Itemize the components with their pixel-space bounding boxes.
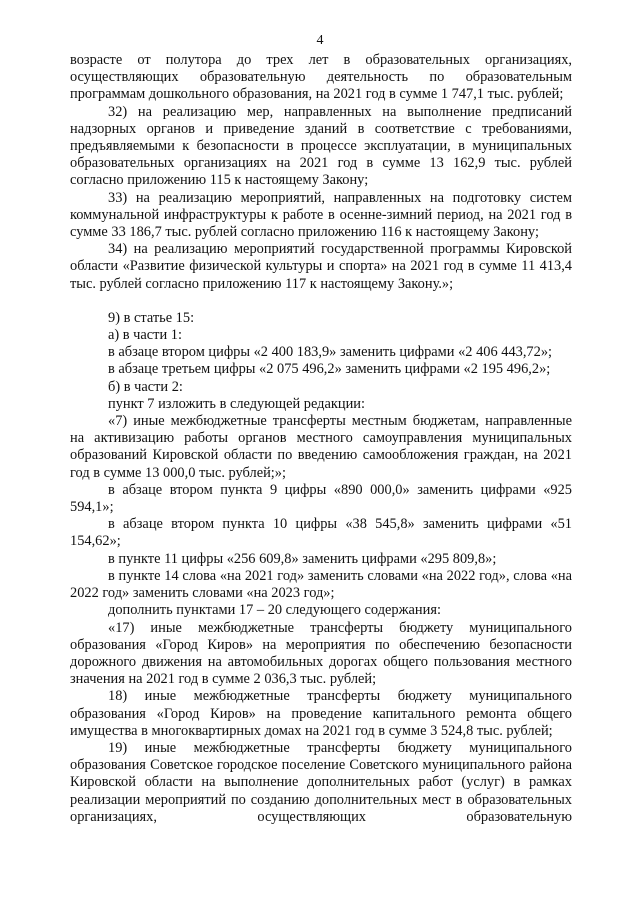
paragraph-item-33: 33) на реализацию мероприятий, направленных на подготовку систем коммунальной инфраструктуры к работе в осенне-зимний период, на 2021 год в сумме 33 186,7 тыс. рублей согласно приложению 116 к настоящему Закону; [70,189,572,241]
paragraph-point-10: в абзаце втором пункта 10 цифры «38 545,8» заменить цифрами «51 154,62»; [70,516,572,550]
page-number: 4 [316,33,324,48]
paragraph-part-1-abzac-3: в абзаце третьем цифры «2 075 496,2» заменить цифрами «2 195 496,2»; [108,361,551,378]
paragraph-part-1: а) в части 1: [108,327,182,344]
paragraph-item-9: 9) в статье 15: [108,309,195,326]
paragraph-gap [70,293,572,310]
paragraph-part-1-abzac-2: в абзаце втором цифры «2 400 183,9» заменить цифрами «2 406 443,72»; [108,344,553,361]
paragraph-continuation: возрасте от полутора до трех лет в образовательных организациях, осуществляющих образовательную деятельность по образовательным программам дошкольного образования, на 2021 год в сумме 1 747,1 тыс. рублей; [70,52,572,103]
document-body [70,52,572,826]
paragraph-item-34: 34) на реализацию мероприятий государственной программы Кировской области «Развитие физической культуры и спорта» на 2021 год в сумме 11 413,4 тыс. рублей согласно приложению 117 к настоящему Закону.»; [70,241,572,292]
paragraph-point-19: 19) иные межбюджетные трансферты бюджету муниципального образования Советское городское поселение Советского муниципального района Кировской области на выполнение дополнительных работ (услуг) в рамках реализации мероприятий по созданию дополнительных мест в образовательных организациях, осуществляющих образовательную [70,739,572,825]
paragraph-add-points: дополнить пунктами 17 – 20 следующего содержания: [108,602,441,619]
paragraph-part-2: б) в части 2: [108,378,183,395]
paragraph-point-9: в абзаце втором пункта 9 цифры «890 000,0» заменить цифрами «925 594,1»; [70,481,572,516]
paragraph-item-32: 32) на реализацию мер, направленных на выполнение предписаний надзорных органов и приведение зданий в соответствие с требованиями, предъявляемыми к безопасности в процессе эксплуатации, в муниципальных образовательных организациях на 2021 год в сумме 13 162,9 тыс. рублей согласно приложению 115 к настоящему Закону; [70,103,572,189]
paragraph-point-7: «7) иные межбюджетные трансферты местным бюджетам, направленные на активизацию работы органов местного самоуправления муниципальных образований Кировской области по введению самообложения граждан, на 2021 год в сумме 13 000,0 тыс. рублей;»; [70,413,572,481]
paragraph-point-11: в пункте 11 цифры «256 609,8» заменить цифрами «295 809,8»; [108,550,497,567]
paragraph-point-7-intro: пункт 7 изложить в следующей редакции: [108,395,365,412]
paragraph-point-17: «17) иные межбюджетные трансферты бюджету муниципального образования «Город Киров» на мероприятия по обеспечению безопасности дорожного движения на автомобильных дорогах общего пользования местного значения на 2021 год в сумме 2 036,3 тыс. рублей; [70,619,572,688]
paragraph-point-14: в пункте 14 слова «на 2021 год» заменить словами «на 2022 год», слова «на 2022 год» заменить словами «на 2023 год»; [70,567,572,602]
paragraph-point-18: 18) иные межбюджетные трансферты бюджету муниципального образования «Город Киров» на проведение капитального ремонта общего имущества в многоквартирных домах на 2021 год в сумме 3 524,8 тыс. рублей; [70,688,572,739]
